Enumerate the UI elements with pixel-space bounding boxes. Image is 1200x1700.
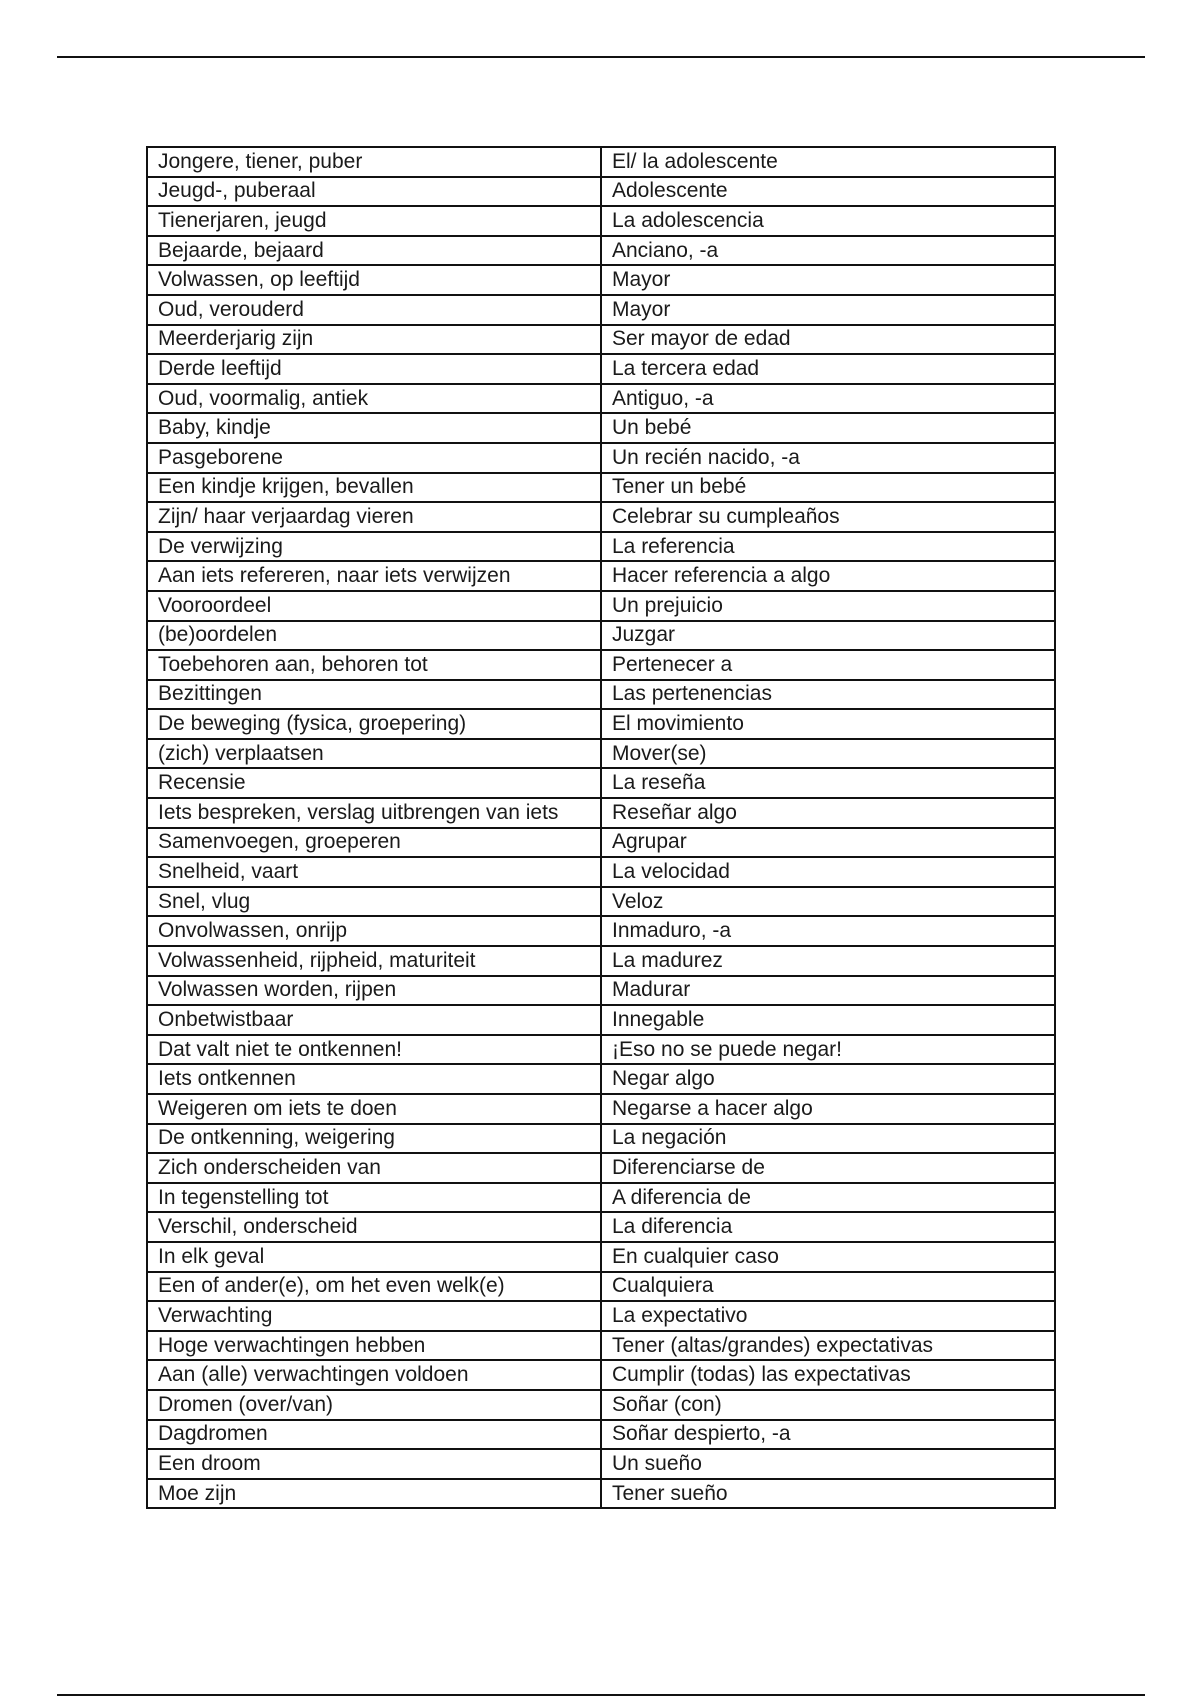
table-row <box>147 473 1055 503</box>
table-row <box>147 976 1055 1006</box>
spanish-term-cell: Agrupar <box>601 828 1055 858</box>
table-row <box>147 1124 1055 1154</box>
table-row <box>147 502 1055 532</box>
spanish-term-cell: La referencia <box>601 532 1055 562</box>
table-row <box>147 798 1055 828</box>
table-row <box>147 206 1055 236</box>
vocabulary-table <box>146 146 1056 1509</box>
table-row <box>147 828 1055 858</box>
table-row <box>147 1094 1055 1124</box>
spanish-term-cell: Un recién nacido, -a <box>601 443 1055 473</box>
table-row <box>147 1153 1055 1183</box>
dutch-term-cell: Samenvoegen, groeperen <box>147 828 601 858</box>
spanish-term-cell: Soñar despierto, -a <box>601 1420 1055 1450</box>
spanish-term-cell: Un bebé <box>601 413 1055 443</box>
table-row <box>147 561 1055 591</box>
spanish-term-cell: Innegable <box>601 1005 1055 1035</box>
spanish-term-cell: Pertenecer a <box>601 650 1055 680</box>
table-row <box>147 1064 1055 1094</box>
spanish-term-cell: El movimiento <box>601 709 1055 739</box>
dutch-term-cell: (zich) verplaatsen <box>147 739 601 769</box>
table-row <box>147 1449 1055 1479</box>
spanish-term-cell: Inmaduro, -a <box>601 916 1055 946</box>
spanish-term-cell: Mayor <box>601 265 1055 295</box>
table-row <box>147 680 1055 710</box>
spanish-term-cell: Negar algo <box>601 1064 1055 1094</box>
table-row <box>147 1183 1055 1213</box>
dutch-term-cell: Aan (alle) verwachtingen voldoen <box>147 1360 601 1390</box>
table-row <box>147 384 1055 414</box>
table-row <box>147 650 1055 680</box>
dutch-term-cell: Verschil, onderscheid <box>147 1212 601 1242</box>
dutch-term-cell: Een kindje krijgen, bevallen <box>147 473 601 503</box>
dutch-term-cell: Iets ontkennen <box>147 1064 601 1094</box>
dutch-term-cell: Recensie <box>147 768 601 798</box>
table-row <box>147 354 1055 384</box>
dutch-term-cell: Bezittingen <box>147 680 601 710</box>
table-row <box>147 295 1055 325</box>
table-row <box>147 1331 1055 1361</box>
dutch-term-cell: Jeugd-, puberaal <box>147 177 601 207</box>
vocabulary-table-body <box>147 147 1055 1508</box>
dutch-term-cell: Pasgeborene <box>147 443 601 473</box>
table-row <box>147 857 1055 887</box>
spanish-term-cell: Soñar (con) <box>601 1390 1055 1420</box>
dutch-term-cell: Bejaarde, bejaard <box>147 236 601 266</box>
dutch-term-cell: Verwachting <box>147 1301 601 1331</box>
dutch-term-cell: Tienerjaren, jeugd <box>147 206 601 236</box>
dutch-term-cell: Onvolwassen, onrijp <box>147 916 601 946</box>
dutch-term-cell: Moe zijn <box>147 1479 601 1509</box>
dutch-term-cell: Volwassen worden, rijpen <box>147 976 601 1006</box>
dutch-term-cell: (be)oordelen <box>147 621 601 651</box>
dutch-term-cell: Onbetwistbaar <box>147 1005 601 1035</box>
spanish-term-cell: El/ la adolescente <box>601 147 1055 177</box>
dutch-term-cell: Aan iets refereren, naar iets verwijzen <box>147 561 601 591</box>
table-row <box>147 591 1055 621</box>
spanish-term-cell: Las pertenencias <box>601 680 1055 710</box>
table-row <box>147 739 1055 769</box>
dutch-term-cell: Toebehoren aan, behoren tot <box>147 650 601 680</box>
table-row <box>147 532 1055 562</box>
table-row <box>147 1035 1055 1065</box>
table-row <box>147 1301 1055 1331</box>
dutch-term-cell: Oud, verouderd <box>147 295 601 325</box>
table-row <box>147 621 1055 651</box>
table-row <box>147 413 1055 443</box>
table-row <box>147 946 1055 976</box>
table-row <box>147 147 1055 177</box>
spanish-term-cell: Ser mayor de edad <box>601 325 1055 355</box>
spanish-term-cell: La tercera edad <box>601 354 1055 384</box>
dutch-term-cell: Weigeren om iets te doen <box>147 1094 601 1124</box>
table-row <box>147 1360 1055 1390</box>
table-row <box>147 887 1055 917</box>
dutch-term-cell: Iets bespreken, verslag uitbrengen van iets <box>147 798 601 828</box>
dutch-term-cell: Zich onderscheiden van <box>147 1153 601 1183</box>
spanish-term-cell: Juzgar <box>601 621 1055 651</box>
spanish-term-cell: Tener un bebé <box>601 473 1055 503</box>
spanish-term-cell: A diferencia de <box>601 1183 1055 1213</box>
spanish-term-cell: Tener (altas/grandes) expectativas <box>601 1331 1055 1361</box>
table-row <box>147 1420 1055 1450</box>
dutch-term-cell: Volwassen, op leeftijd <box>147 265 601 295</box>
spanish-term-cell: Tener sueño <box>601 1479 1055 1509</box>
table-row <box>147 1390 1055 1420</box>
footer-rule <box>57 1694 1145 1696</box>
table-row <box>147 768 1055 798</box>
dutch-term-cell: Een droom <box>147 1449 601 1479</box>
spanish-term-cell: Mayor <box>601 295 1055 325</box>
dutch-term-cell: Derde leeftijd <box>147 354 601 384</box>
dutch-term-cell: Dagdromen <box>147 1420 601 1450</box>
spanish-term-cell: Adolescente <box>601 177 1055 207</box>
dutch-term-cell: De verwijzing <box>147 532 601 562</box>
spanish-term-cell: Celebrar su cumpleaños <box>601 502 1055 532</box>
dutch-term-cell: Hoge verwachtingen hebben <box>147 1331 601 1361</box>
dutch-term-cell: Vooroordeel <box>147 591 601 621</box>
dutch-term-cell: Meerderjarig zijn <box>147 325 601 355</box>
dutch-term-cell: Een of ander(e), om het even welk(e) <box>147 1272 601 1302</box>
table-row <box>147 1242 1055 1272</box>
spanish-term-cell: La adolescencia <box>601 206 1055 236</box>
spanish-term-cell: Un prejuicio <box>601 591 1055 621</box>
spanish-term-cell: Cualquiera <box>601 1272 1055 1302</box>
dutch-term-cell: In elk geval <box>147 1242 601 1272</box>
spanish-term-cell: ¡Eso no se puede negar! <box>601 1035 1055 1065</box>
spanish-term-cell: Antiguo, -a <box>601 384 1055 414</box>
dutch-term-cell: Baby, kindje <box>147 413 601 443</box>
spanish-term-cell: Hacer referencia a algo <box>601 561 1055 591</box>
table-row <box>147 443 1055 473</box>
spanish-term-cell: Cumplir (todas) las expectativas <box>601 1360 1055 1390</box>
table-row <box>147 236 1055 266</box>
spanish-term-cell: La reseña <box>601 768 1055 798</box>
table-row <box>147 1212 1055 1242</box>
spanish-term-cell: La negación <box>601 1124 1055 1154</box>
spanish-term-cell: La velocidad <box>601 857 1055 887</box>
table-row <box>147 1005 1055 1035</box>
spanish-term-cell: Reseñar algo <box>601 798 1055 828</box>
spanish-term-cell: Un sueño <box>601 1449 1055 1479</box>
table-row <box>147 265 1055 295</box>
dutch-term-cell: Snel, vlug <box>147 887 601 917</box>
dutch-term-cell: Zijn/ haar verjaardag vieren <box>147 502 601 532</box>
dutch-term-cell: Jongere, tiener, puber <box>147 147 601 177</box>
spanish-term-cell: Negarse a hacer algo <box>601 1094 1055 1124</box>
table-row <box>147 709 1055 739</box>
table-row <box>147 177 1055 207</box>
spanish-term-cell: Anciano, -a <box>601 236 1055 266</box>
spanish-term-cell: La madurez <box>601 946 1055 976</box>
dutch-term-cell: Dat valt niet te ontkennen! <box>147 1035 601 1065</box>
spanish-term-cell: Mover(se) <box>601 739 1055 769</box>
spanish-term-cell: La diferencia <box>601 1212 1055 1242</box>
dutch-term-cell: Snelheid, vaart <box>147 857 601 887</box>
spanish-term-cell: En cualquier caso <box>601 1242 1055 1272</box>
spanish-term-cell: La expectativo <box>601 1301 1055 1331</box>
spanish-term-cell: Veloz <box>601 887 1055 917</box>
table-row <box>147 325 1055 355</box>
table-row <box>147 1479 1055 1509</box>
dutch-term-cell: Volwassenheid, rijpheid, maturiteit <box>147 946 601 976</box>
dutch-term-cell: Oud, voormalig, antiek <box>147 384 601 414</box>
dutch-term-cell: Dromen (over/van) <box>147 1390 601 1420</box>
spanish-term-cell: Diferenciarse de <box>601 1153 1055 1183</box>
header-rule <box>57 56 1145 58</box>
dutch-term-cell: De beweging (fysica, groepering) <box>147 709 601 739</box>
spanish-term-cell: Madurar <box>601 976 1055 1006</box>
table-row <box>147 916 1055 946</box>
dutch-term-cell: In tegenstelling tot <box>147 1183 601 1213</box>
dutch-term-cell: De ontkenning, weigering <box>147 1124 601 1154</box>
table-row <box>147 1272 1055 1302</box>
